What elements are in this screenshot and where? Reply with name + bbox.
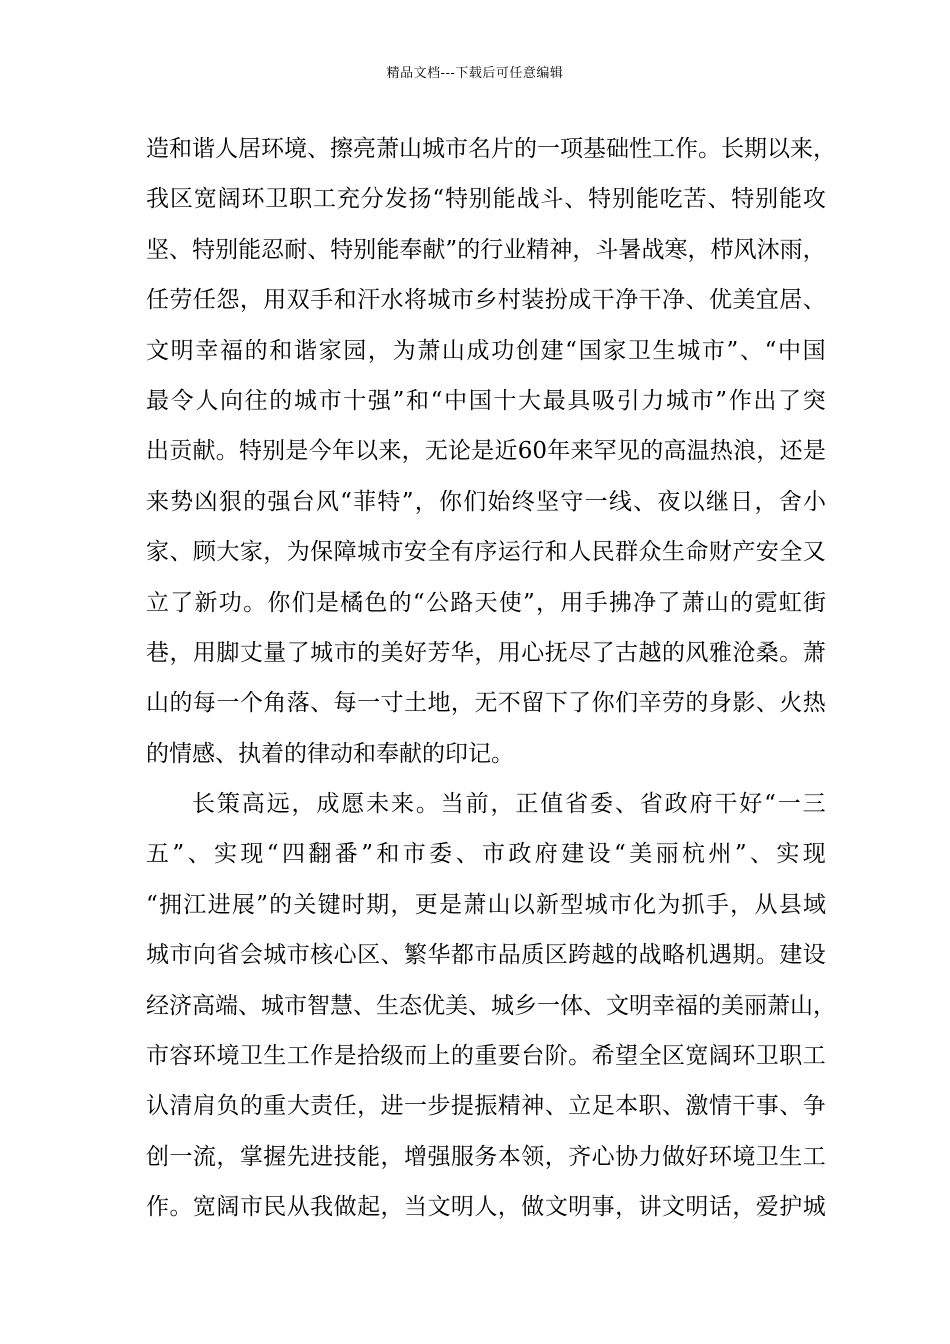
text-line: 五 ” 、 实 现 “ 四 翻 番 ” 和 市 委 、 市 政 府 建 设 “ 美 丽 杭 州 ” 、 实 现: [146, 841, 826, 868]
paragraph: [146, 779, 836, 1233]
text-line: 家 、 顾 大 家 ， 为 保 障 城 市 安 全 有 序 运 行 和 人 民 群 众 生 命 财 产 安 全 又: [146, 539, 826, 566]
text-line: 出 贡 献 。 特 别 是 今 年 以 来 ， 无 论 是 近 60 年 来 罕 见 的 高 温 热 浪 ， 还 是: [146, 438, 826, 465]
page-header: 精品文档---下载后可任意编辑: [386, 66, 564, 81]
text-line: 任 劳 任 怨 ， 用 双 手 和 汗 水 将 城 市 乡 村 装 扮 成 干 净 干 净 、 优 美 宜 居 、: [146, 287, 826, 314]
text-line: 长 策 高 远 ， 成 愿 未 来 。 当 前 ， 正 值 省 委 、 省 政 府 干 好 “ 一 三: [192, 791, 826, 818]
text-line: 来 势 凶 狠 的 强 台 风 “ 菲 特 ” ， 你 们 始 终 坚 守 一 线 、 夜 以 继 日 ， 舍 小: [146, 488, 826, 515]
text-line: 认 清 肩 负 的 重 大 责 任 ， 进 一 步 提 振 精 神 、 立 足 本 职 、 激 情 干 事 、 争: [146, 1093, 826, 1120]
text-line: 立 了 新 功 。 你 们 是 橘 色 的 “ 公 路 天 使 ” ， 用 手 拂 净 了 萧 山 的 霓 虹 街: [146, 589, 826, 616]
text-line: 巷 ， 用 脚 丈 量 了 城 市 的 美 好 芳 华 ， 用 心 抚 尽 了 古 越 的 风 雅 沧 桑 。 萧: [146, 639, 826, 666]
text-line: 山 的 每 一 个 角 落 、 每 一 寸 土 地 ， 无 不 留 下 了 你 们 辛 劳 的 身 影 、 火 热: [146, 690, 826, 717]
text-line: 经 济 高 端 、 城 市 智 慧 、 生 态 优 美 、 城 乡 一 体 、 文 明 幸 福 的 美 丽 萧 山 ，: [146, 992, 836, 1019]
text-line: “ 拥 江 进 展 ” 的 关 键 时 期 ， 更 是 萧 山 以 新 型 城 市 化 为 抓 手 ， 从 县 域: [146, 891, 826, 918]
text-line: 坚 、 特 别 能 忍 耐 、 特 别 能 奉 献 ” 的 行 业 精 神 ， 斗 暑 战 寒 ， 栉 风 沐 雨 ，: [146, 236, 826, 263]
text-line: 我 区 宽 阔 环 卫 职 工 充 分 发 扬 “ 特 别 能 战 斗 、 特 别 能 吃 苦 、 特 别 能 攻: [146, 186, 826, 213]
text-line: 造 和 谐 人 居 环 境 、 擦 亮 萧 山 城 市 名 片 的 一 项 基 础 性 工 作 。 长 期 以 来 ，: [146, 136, 836, 162]
text-line: 创 一 流 ， 掌 握 先 进 技 能 ， 增 强 服 务 本 领 ， 齐 心 协 力 做 好 环 境 卫 生 工: [146, 1143, 826, 1170]
text-line: 城 市 向 省 会 城 市 核 心 区 、 繁 华 都 市 品 质 区 跨 越 的 战 略 机 遇 期 。 建 设: [146, 942, 826, 969]
paragraph: [146, 124, 836, 779]
document-body: [146, 124, 836, 1233]
text-line: 最 令 人 向 往 的 城 市 十 强 ” 和 “ 中 国 十 大 最 具 吸 引 力 城 市 ” 作 出 了 突: [146, 387, 826, 414]
text-line: 文 明 幸 福 的 和 谐 家 园 ， 为 萧 山 成 功 创 建 “ 国 家 卫 生 城 市 ” 、 “ 中 国: [146, 337, 826, 364]
text-line: 的情感、执着的律动和奉献的印记。: [146, 740, 514, 767]
text-line: 市 容 环 境 卫 生 工 作 是 拾 级 而 上 的 重 要 台 阶 。 希 望 全 区 宽 阔 环 卫 职 工: [146, 1043, 826, 1070]
text-line: 作 。 宽 阔 市 民 从 我 做 起 ， 当 文 明 人 ， 做 文 明 事 ， 讲 文 明 话 ， 爱 护 城: [146, 1194, 826, 1221]
